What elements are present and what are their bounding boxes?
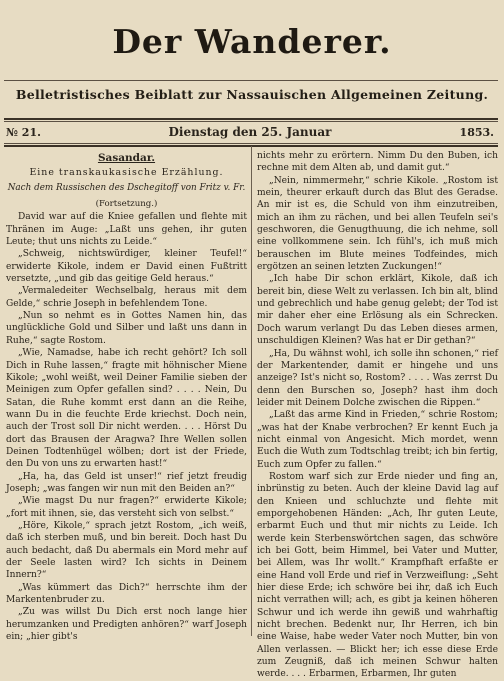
right-column [257,150,498,681]
masthead-title: Der Wanderer. [112,22,392,61]
paragraph: „Ich habe Dir schon erklärt, Kikole, daß ich bereit bin, diese Welt zu verlassen. Ich bin alt, blind und gebrechlich und habe genug gelebt; der Tod ist mir daher eher eine Erlösung als ein Schrecken. Doch warum verlangt Du das Leben dieses armen, unschuldigen Kleinen? Was hat er Dir gethan?“ [257,274,498,347]
header-rule-top-thin [4,121,498,122]
paragraph: Rostom warf sich zur Erde nieder und fing an, inbrünstig zu beten. Auch der kleine David lag auf den Knieen und schluchzte und flehte mit emporgehobenen Händen: „Ach, Ihr guten Leute, erbarmt Euch und thut mir nichts zu Leide. Ich werde kein Sterbenswörtchen sagen, das schwöre ich bei Gott, beim Himmel, bei Vater und Mutter, bei Allem, was Ihr wollt.“ Krampfhaft erfaßte er eine Hand voll Erde und rief in Verzweiflung: „Seht hier diese Erde; ich schwöre bei ihr, daß ich Euch nicht verrathen will; ach, es gibt ja keinen höheren Schwur und ich werde ihn gewiß und wahrhaftig nicht brechen. Bedenkt nur, Ihr Herren, ich bin eine Waise, habe weder Vater noch Mutter, bin von Allen verlassen. — Blickt her; ich esse diese Erde zum Zeugniß, daß ich meinen Schwur halten werde. . . . Erbarmen, Erbarmen, Ihr guten [257,471,498,680]
story-title: Sasandar. [97,152,156,164]
issue-line [6,124,494,142]
issue-date: Dienstag den 25. Januar [168,125,332,139]
paragraph: „Schweig, nichtswürdiger, kleiner Teufel!“ erwiderte Kikole, indem er David einen Fußtritt versetzte, „und gib das geitige Geld heraus.“ [6,249,247,285]
issue-year: 1853. [459,126,494,139]
paragraph: „Was kümmert das Dich?“ herrschte ihm der Markentenbruder zu. [6,582,247,606]
paragraph: „Nun so nehmt es in Gottes Namen hin, das unglückliche Gold und Silber und laßt uns dann in Ruhe,“ sagte Rostom. [6,311,247,346]
issue-number: № 21. [6,126,41,139]
paragraph: „Ha, ha, das Geld ist unser!“ rief jetzt freudig Joseph; „was fangen wir nun mit den Beiden an?“ [6,471,247,494]
story-continuation: (Fortsetzung.) [95,199,158,210]
paragraph: David war auf die Kniee gefallen und flehte mit Thränen im Auge: „Laßt uns gehen, ihr guten Leute; thut uns nichts zu Leide.“ [6,212,247,248]
story-source: Nach dem Russischen des Dschegitoff von Fritz v. Fr. [7,182,246,193]
story-subtitle: Eine transkaukasische Erzählung. [29,167,224,179]
masthead-rule [4,80,498,81]
paragraph: „Vermaledeiter Wechselbalg, heraus mit dem Gelde,“ schrie Joseph in befehlendem Tone. [6,286,247,309]
header-rule-top [4,118,498,120]
paragraph: „Laßt das arme Kind in Frieden,“ schrie Rostom; „was hat der Knabe verbrochen? Er kennt Euch ja nicht einmal von Angesicht. Mich mordet, wenn Euch die Wuth zum Todtschlag treibt; ich bin fertig, Euch zum Opfer zu fallen.“ [257,410,498,470]
paragraph: „Höre, Kikole,“ sprach jetzt Rostom, „ich weiß, daß ich sterben muß, und bin bereit. Doch hast Du auch bedacht, daß Du abermals ein Mord mehr auf der Seele lasten wird? Ich sichts in Deinem Innern?“ [6,520,247,581]
column-divider [251,146,252,636]
paragraph: „Ha, Du wähnst wohl, ich solle ihn schonen,“ rief der Markentender, damit er hingehe und uns anzeige? Ist's nicht so, Rostom? . . . . Was zerrst Du denn den Burschen so, Joseph? hast ihm doch leider mit Deinem Dolche zwischen die Rippen.“ [257,348,498,408]
paragraph: „Wie, Namadse, habe ich recht gehört? Ich soll Dich in Ruhe lassen,“ fragte mit höhnischer Miene Kikole; „wohl weißt, weil Deiner Familie sieben der Meinigen zum Opfer gefallen sind? . . . . Nein, Du Satan, die Ruhe kommt erst dann an die Reihe, wann Du in die feuchte Erde kriechst. Doch nein, auch der Trost soll Dir nicht werden. . . . Hörst Du dort das Brausen der Aragwa? Ihre Wellen sollen Deinen Todtenhügel wölben; dort ist der Friede, den Du von uns zu erwarten hast!“ [6,348,247,470]
paragraph: „Wie magst Du nur fragen?“ erwiderte Kikole; „fort mit ihnen, sie, das versteht sich von selbst.“ [6,496,247,519]
masthead-subtitle: Belletristisches Beiblatt zur Nassauischen Allgemeinen Zeitung. [15,87,489,102]
paragraph: „Nein, nimmermehr,“ schrie Kikole. „Rostom ist mein, theurer erkauft durch das Blut des Geradse. An mir ist es, die Schuld von ihm einzutreiben, mich an ihm zu rächen, und bei allen Teufeln sei's geschworen, die Genugthuung, die ich nehme, soll eine vollkommene sein. Ich fühl's, ich muß mich berauschen im Blute meines Todfeindes, mich ergötzen an seinen letzten Zuckungen!“ [257,175,498,273]
header-rule-bottom-thin [4,143,498,144]
left-column [6,150,247,643]
paragraph: „Zu was willst Du Dich erst noch lange hier herumzanken und Predigten anhören?“ warf Joseph ein; „hier gibt's [6,607,247,643]
paragraph: nichts mehr zu erörtern. Nimm Du den Buben, ich rechne mit dem Alten ab, und damit gut.“ [257,151,498,174]
